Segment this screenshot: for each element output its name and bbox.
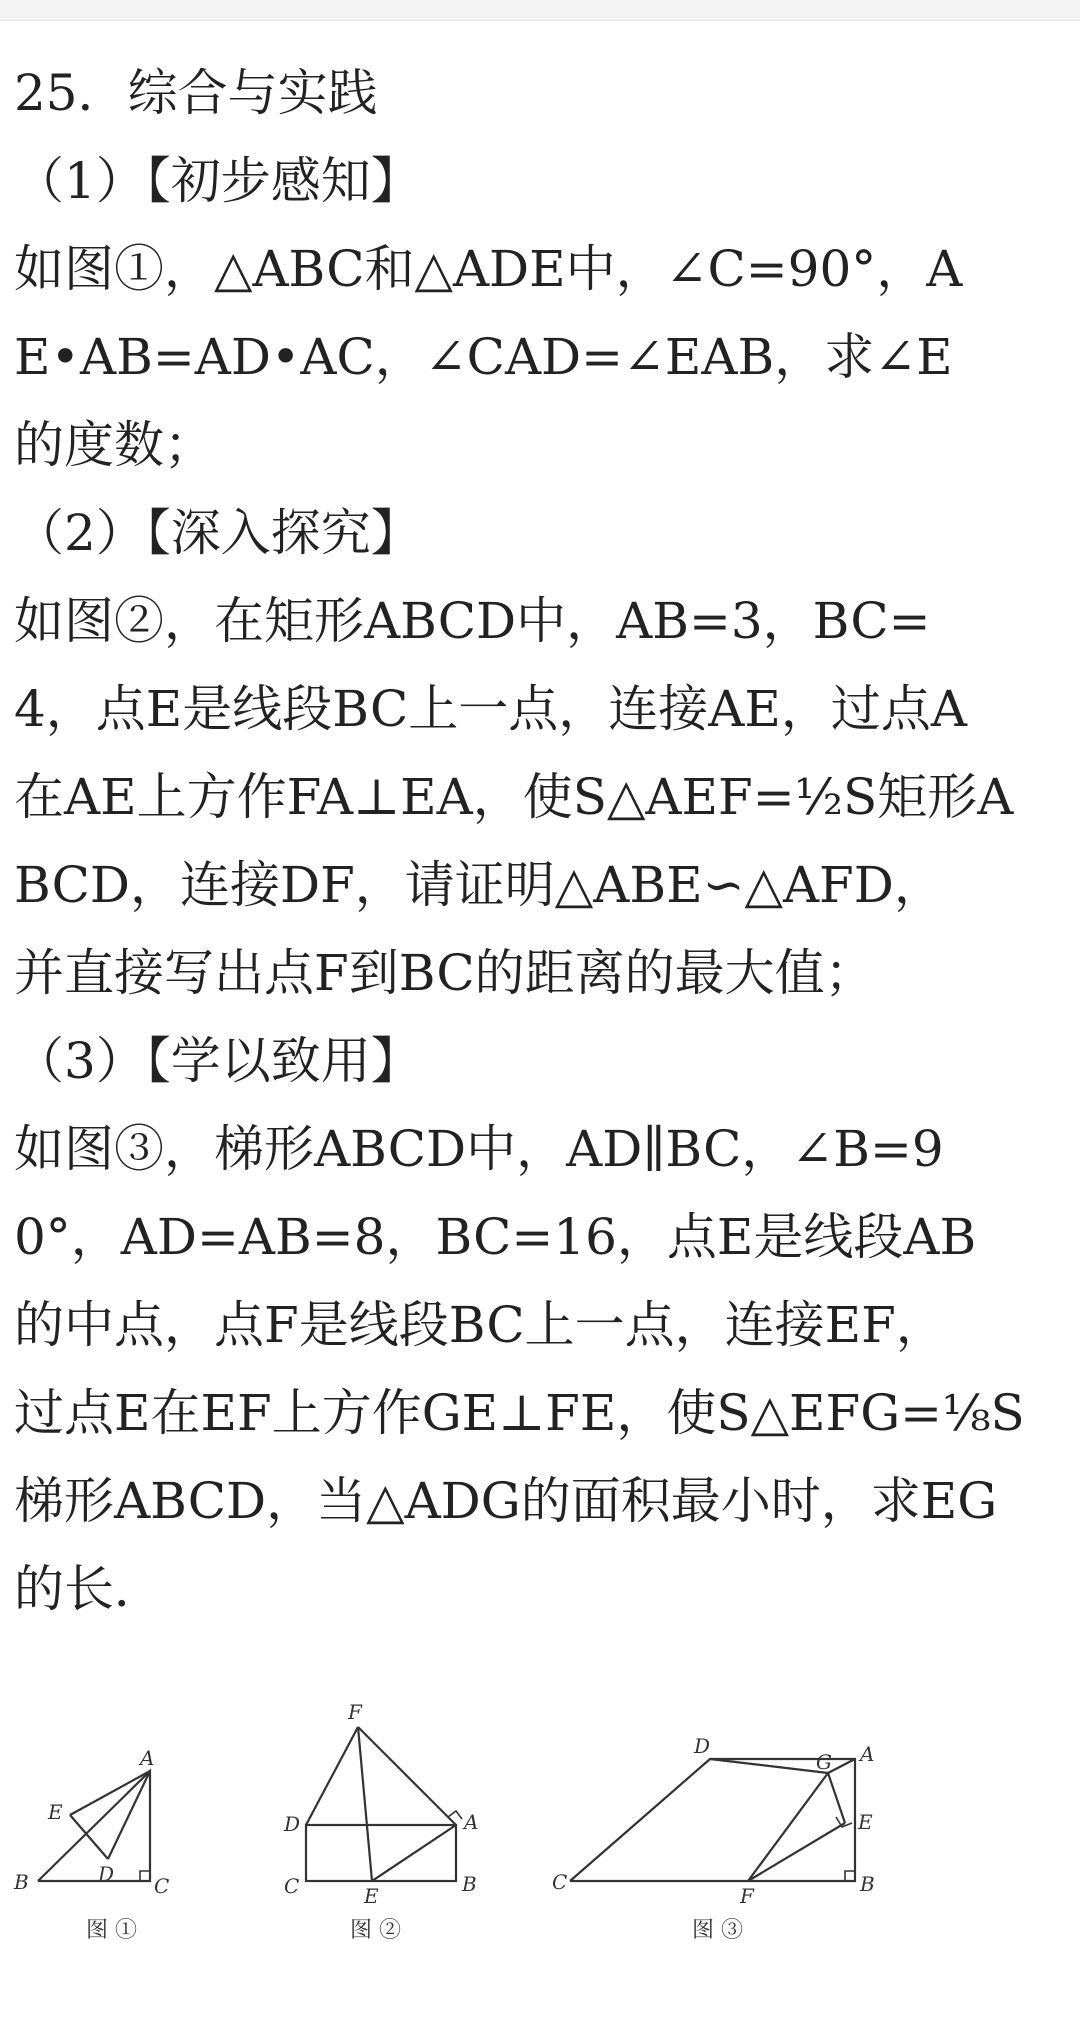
top-bar (0, 0, 1080, 21)
part-1-heading: （1）【初步感知】 (14, 152, 421, 210)
fig1-label-e: E (48, 1800, 63, 1824)
text-line: 4，点E是线段BC上一点，连接AE，过点A (14, 680, 967, 738)
text-line: 如图②，在矩形ABCD中，AB=3，BC= (14, 592, 931, 650)
text-line: 梯形ABCD，当△ADG的面积最小时，求EG (14, 1472, 998, 1530)
text-line: 0°，AD=AB=8，BC=16，点E是线段AB (14, 1208, 977, 1266)
problem-text (0, 21, 1080, 1633)
fig3-label-b: B (860, 1872, 875, 1896)
fig1-label-b: B (14, 1870, 29, 1894)
text-line: 的中点，点F是线段BC上一点，连接EF， (14, 1296, 946, 1354)
figures-svg (0, 1659, 1080, 1959)
fig3-label-f: F (740, 1884, 754, 1908)
text-line: 的度数； (14, 416, 214, 474)
fig3-label-g: G (816, 1750, 832, 1774)
fig1-label-a: A (140, 1746, 155, 1770)
fig1-label-d: D (98, 1862, 115, 1886)
fig3-label-a: A (860, 1742, 875, 1766)
text-line: 如图①，△ABC和△ADE中，∠C=90°，A (14, 240, 963, 298)
fig3-label-d: D (694, 1734, 711, 1758)
fig3-caption: 图 ③ (692, 1918, 743, 1943)
fig2-label-f: F (348, 1700, 362, 1724)
fig2-label-e: E (364, 1884, 379, 1908)
text-line: E•AB=AD•AC，∠CAD=∠EAB，求∠E (14, 328, 953, 386)
figure-1-diagram (38, 1771, 150, 1881)
fig1-caption: 图 ① (86, 1918, 137, 1943)
fig2-label-b: B (462, 1872, 477, 1896)
part-2-heading: （2）【深入探究】 (14, 504, 421, 562)
fig2-label-a: A (464, 1810, 479, 1834)
text-line: BCD，连接DF，请证明△ABE∽△AFD， (14, 856, 944, 914)
fig2-label-c: C (284, 1874, 300, 1898)
text-line: 过点E在EF上方作GE⊥FE，使S△EFG=⅛S (14, 1384, 1025, 1442)
text-line: 的长． (14, 1560, 164, 1618)
problem-title: 25．综合与实践 (14, 64, 378, 122)
text-line: 并直接写出点F到BC的距离的最大值； (14, 944, 875, 1002)
fig3-label-e: E (858, 1810, 873, 1834)
fig2-caption: 图 ② (350, 1918, 401, 1943)
figure-3-diagram (570, 1759, 855, 1881)
fig3-label-c: C (552, 1870, 568, 1894)
figures-row (0, 1659, 1080, 1959)
fig2-label-d: D (284, 1812, 301, 1836)
fig1-label-c: C (154, 1874, 170, 1898)
text-line: 如图③，梯形ABCD中，AD∥BC，∠B=9 (14, 1120, 944, 1178)
part-3-heading: （3）【学以致用】 (14, 1032, 421, 1090)
text-line: 在AE上方作FA⊥EA，使S△AEF=½S矩形A (14, 768, 1014, 826)
figure-2-diagram (306, 1727, 462, 1881)
